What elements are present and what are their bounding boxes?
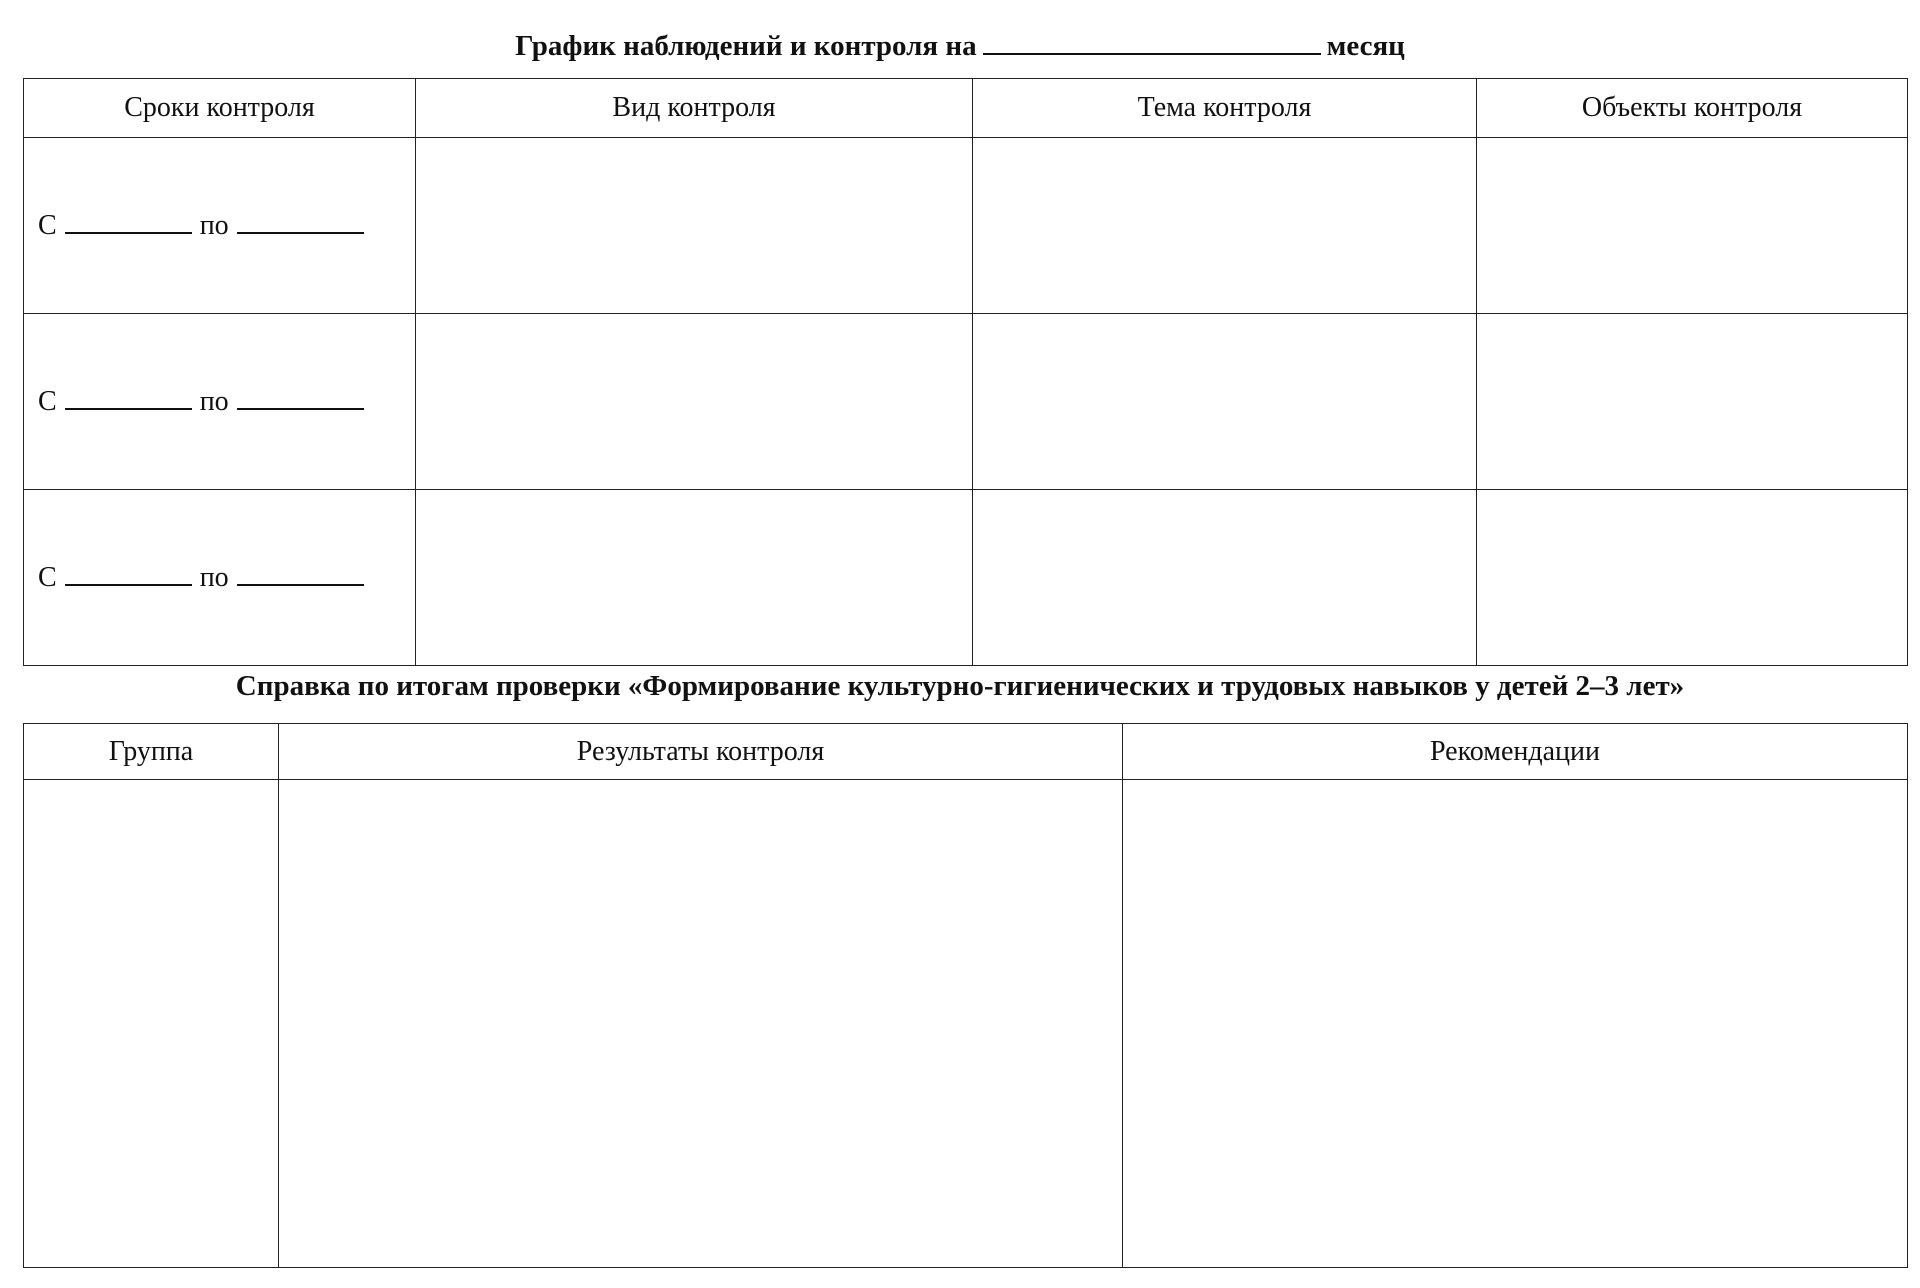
table-row (24, 780, 1908, 1268)
from-label: С (38, 561, 57, 593)
header-group: Группа (24, 724, 279, 780)
control-topic-cell[interactable] (973, 314, 1477, 490)
from-label: С (38, 209, 57, 241)
control-type-cell[interactable] (416, 138, 973, 314)
to-date-blank[interactable] (237, 562, 364, 586)
control-type-cell[interactable] (416, 490, 973, 666)
control-topic-cell[interactable] (973, 490, 1477, 666)
to-date-blank[interactable] (237, 386, 364, 410)
from-date-blank[interactable] (65, 386, 192, 410)
from-date-blank[interactable] (65, 210, 192, 234)
from-label: С (38, 385, 57, 417)
table-row (24, 490, 1908, 666)
control-objects-cell[interactable] (1477, 314, 1908, 490)
to-label: по (199, 209, 229, 241)
schedule-header-row (24, 79, 1908, 138)
table-row (24, 138, 1908, 314)
control-objects-cell[interactable] (1477, 490, 1908, 666)
period-cell (24, 490, 416, 666)
results-cell[interactable] (279, 780, 1123, 1268)
schedule-table (23, 78, 1908, 666)
control-topic-cell[interactable] (973, 138, 1477, 314)
schedule-title-prefix: График наблюдений и контроля на (515, 30, 977, 62)
table-row (24, 314, 1908, 490)
recommendations-cell[interactable] (1123, 780, 1908, 1268)
from-date-blank[interactable] (65, 562, 192, 586)
to-label: по (199, 385, 229, 417)
header-period: Сроки контроля (24, 79, 416, 138)
control-objects-cell[interactable] (1477, 138, 1908, 314)
group-cell[interactable] (24, 780, 279, 1268)
header-control-topic: Тема контроля (973, 79, 1477, 138)
schedule-title (0, 28, 1920, 64)
header-control-type: Вид контроля (416, 79, 973, 138)
header-control-objects: Объекты контроля (1477, 79, 1908, 138)
report-table (23, 723, 1908, 1268)
to-label: по (199, 561, 229, 593)
header-results: Результаты контроля (279, 724, 1123, 780)
report-title: Справка по итогам проверки «Формирование культурно-гигиенических и трудовых навыков у детей 2–3 лет» (235, 670, 1685, 702)
control-type-cell[interactable] (416, 314, 973, 490)
schedule-title-suffix: месяц (1326, 30, 1405, 62)
to-date-blank[interactable] (237, 210, 364, 234)
period-cell (24, 314, 416, 490)
header-recommendations: Рекомендации (1123, 724, 1908, 780)
period-cell (24, 138, 416, 314)
month-blank-field[interactable] (983, 29, 1321, 55)
report-header-row (24, 724, 1908, 780)
